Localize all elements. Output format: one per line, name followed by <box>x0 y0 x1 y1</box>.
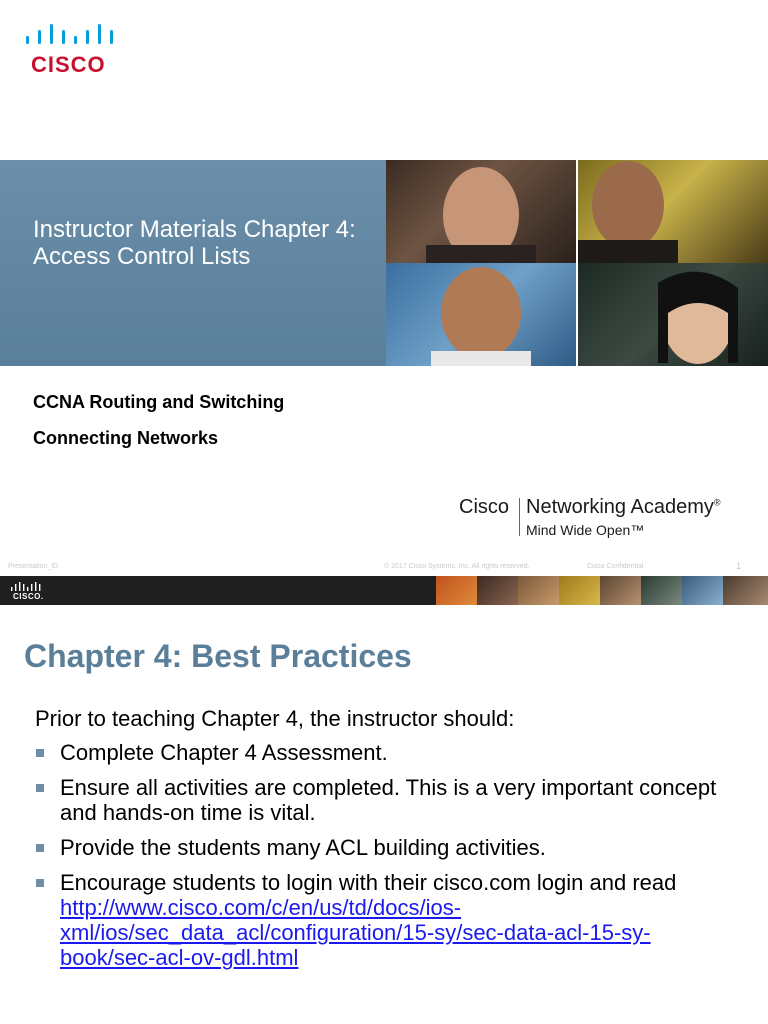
slide-best-practices <box>0 576 768 1024</box>
cisco-acl-guide-link[interactable]: http://www.cisco.com/c/en/us/td/docs/ios-xml/ios/sec_data_acl/configuration/15-sy/sec-data-acl-15-sy-book/sec-acl-ov-gdl.html <box>60 895 651 970</box>
header-photo <box>641 576 682 605</box>
student-photo <box>386 263 576 366</box>
networking-academy-logo <box>459 496 759 546</box>
header-photo <box>682 576 723 605</box>
cisco-bridge-icon <box>24 24 120 50</box>
slide-title-text: Chapter 4: Best Practices <box>24 638 412 674</box>
slide-header-bar <box>0 576 768 605</box>
square-bullet-icon <box>36 749 44 757</box>
cisco-logo <box>24 24 120 76</box>
footer-copyright: © 2017 Cisco Systems, Inc. All rights reserved. <box>384 563 530 570</box>
student-photo <box>386 160 576 263</box>
cisco-logo-small <box>10 582 44 602</box>
header-photo <box>600 576 641 605</box>
header-photo <box>518 576 559 605</box>
cisco-bridge-icon <box>10 582 44 592</box>
list-item: Encourage students to login with their cisco.com login and read http://www.cisco.com/c/en/us/td/docs/ios-xml/ios/sec_data_acl/configuration/15-sy/sec-data-acl-15-sy-book/sec-acl-ov-gdl.html <box>35 870 745 970</box>
square-bullet-icon <box>36 784 44 792</box>
square-bullet-icon <box>36 879 44 887</box>
square-bullet-icon <box>36 844 44 852</box>
academy-cisco-text: Cisco <box>459 496 510 518</box>
list-item: Ensure all activities are completed. This is a very important concept and hands-on time is vital. <box>35 775 745 825</box>
footer-presentation-id: Presentation_ID <box>8 563 59 570</box>
list-item: Provide the students many ACL building activities. <box>35 835 745 860</box>
list-item: Complete Chapter 4 Assessment. <box>35 740 745 765</box>
page-number: 1 <box>736 561 742 571</box>
intro-text: Prior to teaching Chapter 4, the instructor should: <box>35 706 515 731</box>
academy-tagline: Mind Wide Open™ <box>526 522 645 538</box>
title-band <box>0 160 386 366</box>
student-photo <box>578 263 768 366</box>
cisco-wordmark-small: CISCO. <box>13 592 44 601</box>
header-photo <box>723 576 768 605</box>
header-photo <box>477 576 518 605</box>
course-module: Connecting Networks <box>33 428 219 448</box>
slide-title-text: Instructor Materials Chapter 4: Access Control Lists <box>33 216 356 270</box>
academy-divider <box>519 498 520 536</box>
student-photo <box>578 160 768 263</box>
cisco-wordmark: CISCO <box>31 52 106 77</box>
bullet-list <box>35 740 745 980</box>
course-name: CCNA Routing and Switching <box>33 392 285 412</box>
academy-name: Networking Academy® <box>526 496 721 518</box>
header-photo <box>436 576 477 605</box>
header-photo <box>559 576 600 605</box>
footer-confidential: Cisco Confidential <box>587 563 644 570</box>
